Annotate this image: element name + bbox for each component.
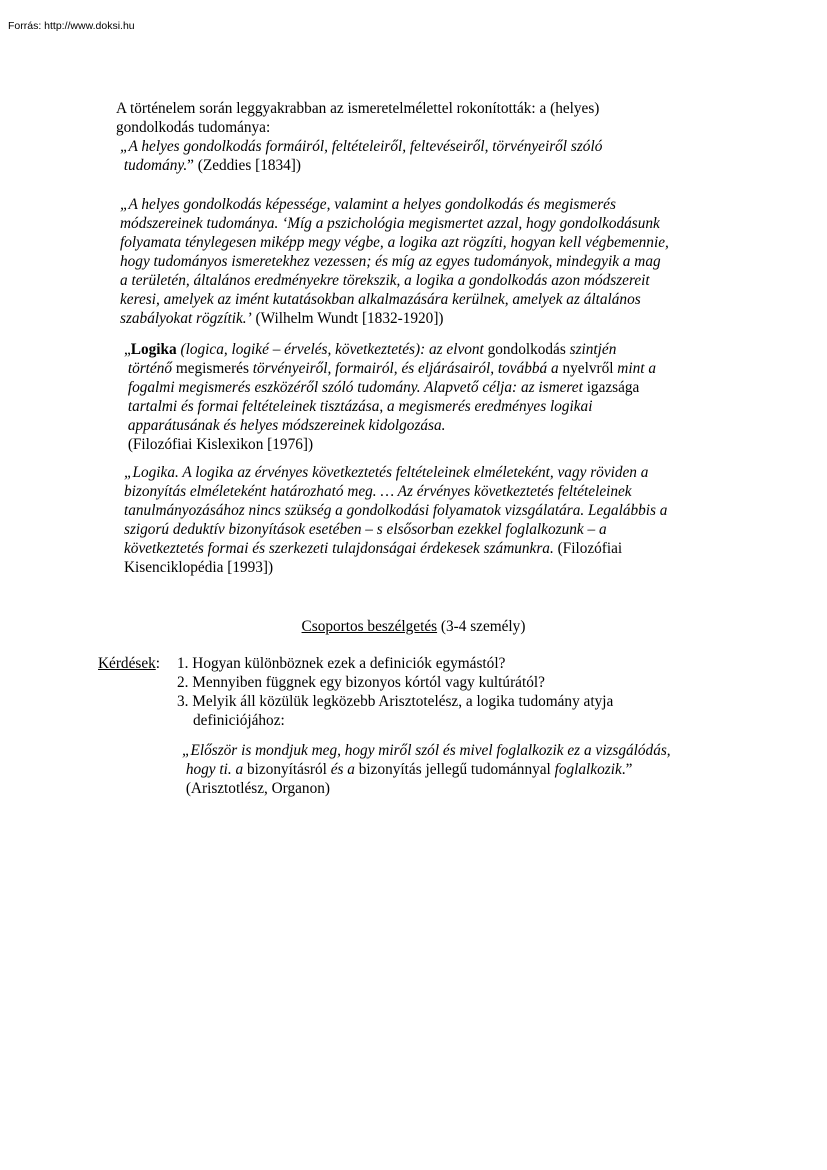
quote-text: fogalmi megismerés eszközéről szóló tudomány. Alapvető célja: az ismeret (127, 379, 587, 396)
quote-kislexikon (124, 340, 764, 454)
quote-citation: ” (Zeddies [1834]) (187, 157, 301, 174)
intro-paragraph (116, 99, 756, 137)
quote-citation: (Filozófiai Kislexikon [1976]) (127, 436, 314, 453)
quote-text: hogy ti. a (185, 761, 248, 778)
quote-text: megismerés (175, 360, 253, 377)
quote-text: bizonyításról (247, 761, 331, 778)
list-item: 2. Mennyiben függnek egy bizonyos kórtól vagy kultúrától? (177, 674, 545, 691)
quote-citation: (Wilhelm Wundt [1832-1920]) (251, 310, 444, 327)
source-label: Forrás: http://www.doksi.hu (8, 20, 135, 32)
intro-line: gondolkodás tudománya: (116, 119, 271, 136)
quote-text: hogy tudományos ismeretekhez vezessen; és míg az egyes tudományok, mindegyik a mag (120, 253, 661, 270)
quote-text: foglalkozik (554, 761, 622, 778)
term-logika: Logika (130, 341, 177, 358)
quote-text: törvényeiről, formairól, és eljárásairól, továbbá a (252, 360, 563, 377)
list-item-continuation: definiciójához: (193, 712, 285, 729)
quote-text: .” (621, 761, 633, 778)
quote-text: „A helyes gondolkodás képessége, valamint a helyes gondolkodás és megismerés (120, 196, 616, 213)
quote-text: nyelvről (562, 360, 618, 377)
quote-wundt (120, 195, 780, 328)
quote-text: „Először is mondjuk meg, hogy miről szól és mivel foglalkozik ez a vizsgálódás, (182, 742, 671, 759)
quote-text: következtetés formai és szerkezeti tulajdonságai érdekesek számunkra. (124, 540, 554, 557)
quote-aristotle (182, 741, 782, 798)
question-list (177, 654, 677, 730)
quote-text: tudomány. (123, 157, 188, 174)
quote-text: tartalmi és formai feltételeinek tisztázása, a megismerés eredményes logikai (127, 398, 593, 415)
section-title-text: Csoportos beszélgetés (301, 618, 438, 635)
questions-label-colon: : (155, 655, 161, 672)
quote-text: tanulmányozásához nincs szükség a gondolkodási folyamatok vizsgálatára. Legalábbis a (124, 502, 668, 519)
quote-text: módszereinek tudománya. ‘Míg a pszichológia megismertet azzal, hogy gondolkodásunk (120, 215, 660, 232)
questions-label-text: Kérdések (98, 655, 156, 672)
quote-kisenciklopedia (124, 463, 784, 577)
quote-text: apparátusának és helyes módszereinek kidolgozása. (127, 417, 446, 434)
intro-line: A történelem során leggyakrabban az ismeretelmélettel rokonították: a (helyes) (116, 100, 600, 117)
questions-label (98, 654, 160, 673)
quote-citation: (Filozófiai (553, 540, 623, 557)
quote-text: keresi, amelyek az imént kutatásokban alkalmazására kerülnek, amelyek az általános (120, 291, 641, 308)
quote-text: szigorú deduktív bizonyítások esetében – s elsősorban ezekkel foglalkozunk – a (124, 521, 607, 538)
quote-text: gondolkodás (487, 341, 570, 358)
quote-text: bizonyítás elméleteként határozható meg. … Az érvényes következtetés feltételeinek (124, 483, 632, 500)
quote-text: bizonyítás jellegű tudománnyal (358, 761, 555, 778)
quote-zeddies (120, 137, 760, 175)
quote-text: és a (330, 761, 359, 778)
quote-text: igazsága (586, 379, 640, 396)
quote-text: szintjén (569, 341, 617, 358)
list-item: 1. Hogyan különböznek ezek a definiciók egymástól? (177, 655, 506, 672)
quote-text: (logica, logiké – érvelés, következtetés): az elvont (176, 341, 488, 358)
quote-citation: (Arisztotlész, Organon) (185, 780, 330, 797)
section-title-note: (3-4 személy) (437, 618, 526, 635)
quote-text: mint a (617, 360, 656, 377)
list-item: 3. Melyik áll közülük legközebb Arisztotelész, a logika tudomány atyja (177, 693, 614, 710)
quote-text: szabályokat rögzítik.’ (120, 310, 252, 327)
quote-text: a területén, általános eredményekre törekszik, a logika a gondolkodás azon módszereit (120, 272, 650, 289)
quote-citation: Kisenciklopédia [1993]) (124, 559, 274, 576)
quote-mark: „ (124, 341, 131, 358)
quote-text: folyamata ténylegesen miképp megy végbe, a logika azt rögzíti, hogyan kell végbemennie, (120, 234, 669, 251)
quote-text: történő (127, 360, 176, 377)
section-title (0, 617, 827, 636)
quote-text: „Logika. A logika az érvényes következtetés feltételeinek elméleteként, vagy röviden a (124, 464, 649, 481)
quote-text: „A helyes gondolkodás formáiról, feltételeiről, feltevéseiről, törvényeiről szóló (120, 138, 603, 155)
